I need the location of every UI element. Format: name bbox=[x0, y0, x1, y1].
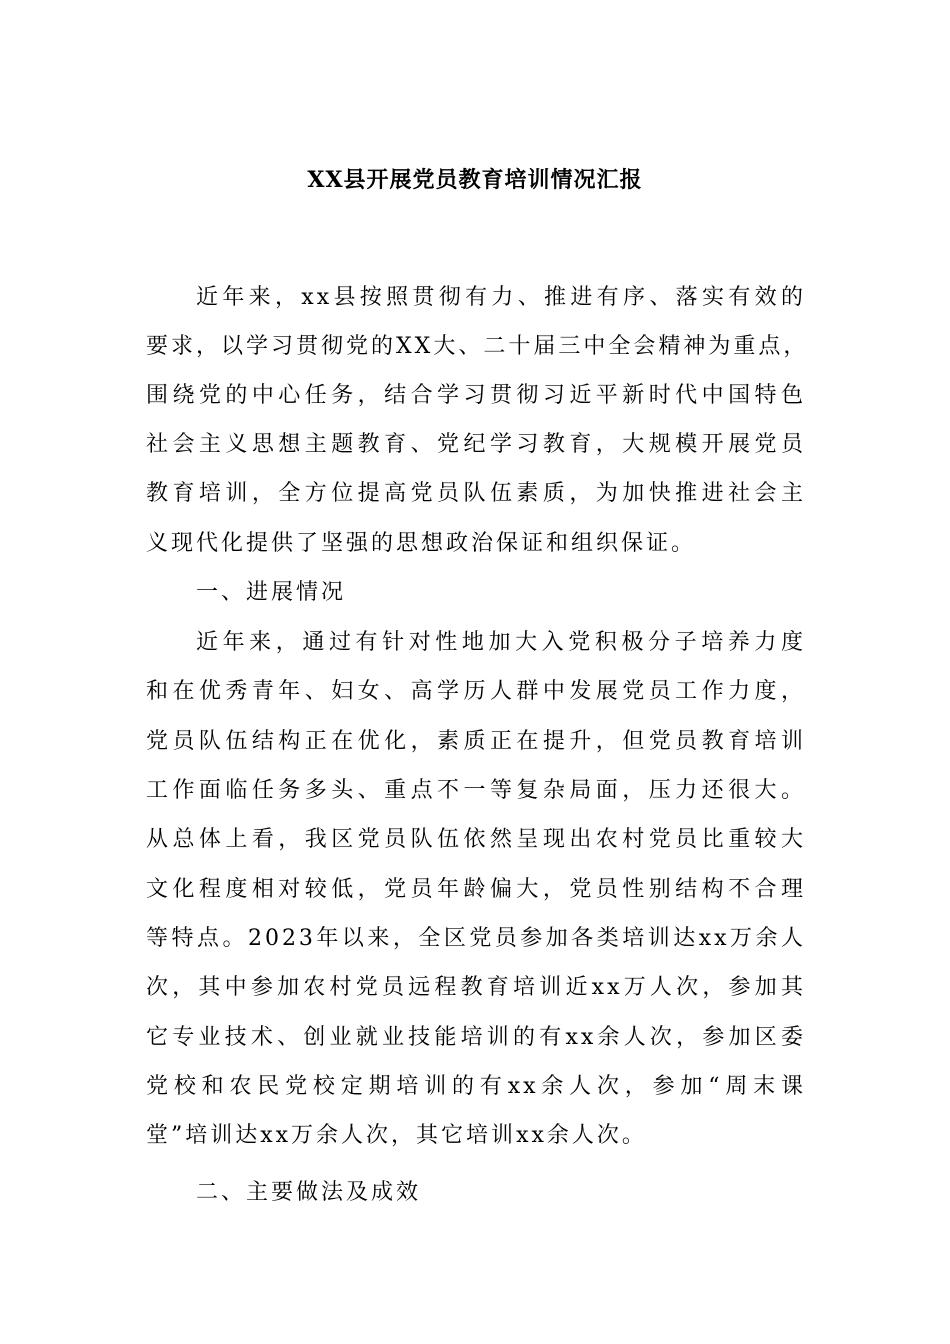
paragraph-line: 它专业技术、创业就业技能培训的有xx余人次，参加区委 bbox=[146, 1025, 806, 1050]
paragraph-line: 义现代化提供了坚强的思想政治保证和组织保证。 bbox=[146, 531, 697, 556]
paragraph-line: 围绕党的中心任务，结合学习贯彻习近平新时代中国特色 bbox=[146, 383, 806, 408]
paragraph-line: 文化程度相对较低，党员年龄偏大，党员性别结构不合理 bbox=[146, 877, 806, 902]
paragraph-line: 党员队伍结构正在优化，素质正在提升，但党员教育培训 bbox=[146, 729, 806, 754]
paragraph-line: 和在优秀青年、妇女、高学历人群中发展党员工作力度， bbox=[146, 679, 806, 704]
paragraph-line: 工作面临任务多头、重点不一等复杂局面，压力还很大。 bbox=[146, 778, 806, 803]
paragraph-line: 堂”培训达xx万余人次，其它培训xx余人次。 bbox=[146, 1123, 647, 1148]
paragraph-line: 教育培训，全方位提高党员队伍素质，为加快推进社会主 bbox=[146, 481, 806, 506]
paragraph-line: 等特点。2023年以来，全区党员参加各类培训达xx万余人 bbox=[146, 926, 806, 951]
section-heading: 一、进展情况 bbox=[196, 580, 347, 605]
paragraph-line: 次，其中参加农村党员远程教育培训近xx万人次，参加其 bbox=[146, 975, 806, 1000]
paragraph-line: 近年来，xx县按照贯彻有力、推进有序、落实有效的 bbox=[196, 285, 806, 310]
document-title: XX县开展党员教育培训情况汇报 bbox=[307, 167, 643, 193]
paragraph-line: 要求，以学习贯彻党的XX大、二十届三中全会精神为重点， bbox=[146, 334, 809, 359]
section-heading: 二、主要做法及成效 bbox=[196, 1180, 422, 1205]
paragraph-line: 党校和农民党校定期培训的有xx余人次，参加“周末课 bbox=[146, 1074, 806, 1099]
paragraph-line: 近年来，通过有针对性地加大入党积极分子培养力度 bbox=[196, 630, 806, 655]
paragraph-line: 从总体上看，我区党员队伍依然呈现出农村党员比重较大 bbox=[146, 827, 806, 852]
paragraph-line: 社会主义思想主题教育、党纪学习教育，大规模开展党员 bbox=[146, 432, 806, 457]
